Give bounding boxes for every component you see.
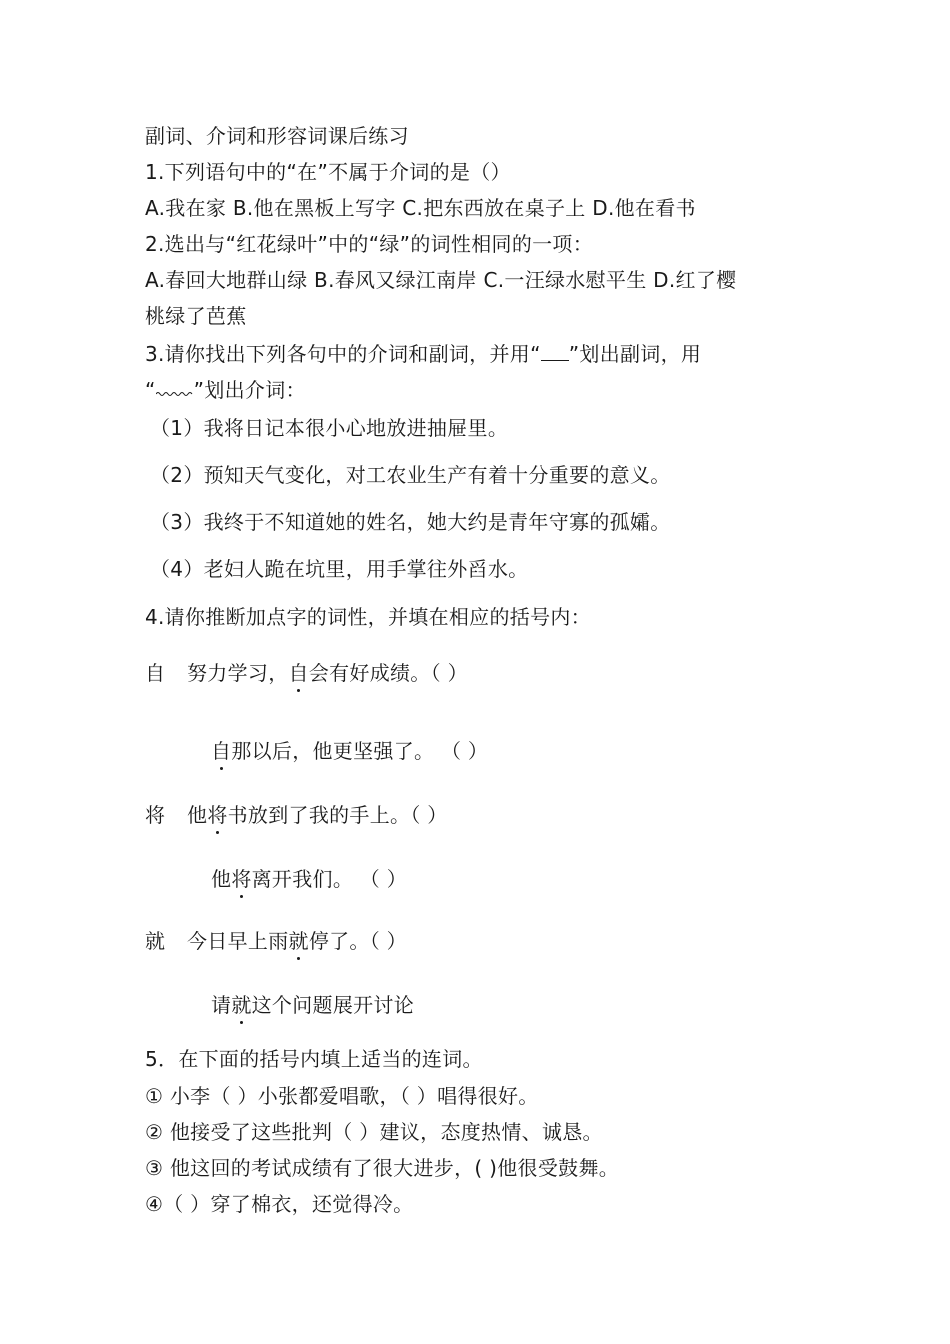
question-3-item-2: （2）预知天气变化，对工农业生产有着十分重要的意义。	[150, 463, 671, 487]
sentence-text: 今日早上雨	[187, 929, 289, 953]
sentence-text: 他	[187, 803, 208, 827]
question-3-item-1: （1）我将日记本很小心地放进抽屉里。	[150, 416, 509, 440]
sentence-text: 他	[211, 867, 232, 891]
question-5-item-3: ③ 他这回的考试成绩有了很大进步，( )他很受鼓舞。	[145, 1156, 620, 1180]
dotted-character: 就	[288, 929, 309, 953]
question-4-word-jiang: 将	[145, 803, 166, 827]
question-3-stem-part-2: ”划出副词，用	[568, 342, 702, 366]
sentence-text: 请	[211, 993, 232, 1017]
sentence-text: 这个问题展开讨论	[251, 993, 415, 1017]
question-5-stem: 5．在下面的括号内填上适当的连词。	[145, 1047, 483, 1071]
question-3-stem-part-1: 3.请你找出下列各句中的介词和副词，并用“	[145, 342, 541, 366]
question-5-item-1: ① 小李（ ）小张都爱唱歌，（ ）唱得很好。	[145, 1084, 539, 1108]
question-3-stem-line-1	[145, 342, 701, 366]
sentence-text: 停了。（ ）	[308, 929, 407, 953]
underline-sample	[541, 342, 569, 361]
sentence-text: 会有好成绩。（ ）	[308, 661, 468, 685]
dotted-character: 将	[207, 803, 228, 827]
sentence-text: 那以后，他更坚强了。 （ ）	[231, 739, 489, 763]
question-2-options-line-2: 桃绿了芭蕉	[145, 304, 247, 328]
question-4-group-jiang-sentence-2	[211, 867, 407, 891]
question-4-group-zi-sentence-2	[211, 739, 488, 763]
document-title: 副词、介词和形容词课后练习	[145, 124, 409, 148]
question-4-word-jiu: 就	[145, 929, 166, 953]
question-3-stem-line-2	[145, 378, 306, 402]
wavy-line-sample	[156, 379, 194, 397]
question-4-group-jiang-sentence-1	[145, 803, 448, 827]
question-1-stem: 1.下列语句中的“在”不属于介词的是（）	[145, 160, 511, 184]
question-3-stem-part-3-close: ”划出介词：	[193, 378, 306, 402]
question-4-group-jiu-sentence-1	[145, 929, 407, 953]
question-4-word-zi: 自	[145, 661, 166, 685]
question-2-options-line-1: A.春回大地群山绿 B.春风又绿江南岸 C.一汪绿水慰平生 D.红了樱	[145, 268, 737, 292]
sentence-text: 努力学习，	[187, 661, 289, 685]
question-5-item-2: ② 他接受了这些批判（ ）建议，态度热情、诚恳。	[145, 1120, 603, 1144]
dotted-character: 自	[211, 739, 232, 763]
question-3-item-3: （3）我终于不知道她的姓名，她大约是青年守寡的孤孀。	[150, 510, 671, 534]
question-2-stem: 2.选出与“红花绿叶”中的“绿”的词性相同的一项：	[145, 232, 594, 256]
dotted-character: 自	[288, 661, 309, 685]
sentence-text: 书放到了我的手上。（ ）	[227, 803, 448, 827]
question-5-item-4: ④（ ）穿了棉衣，还觉得冷。	[145, 1192, 414, 1216]
question-4-group-jiu-sentence-2	[211, 993, 414, 1017]
dotted-character: 将	[231, 867, 252, 891]
question-3-stem-part-3-open: “	[145, 378, 156, 402]
question-4-group-zi-sentence-1	[145, 661, 468, 685]
question-4-stem: 4.请你推断加点字的词性，并填在相应的括号内：	[145, 605, 591, 629]
question-3-item-4: （4）老妇人跪在坑里，用手掌往外舀水。	[150, 557, 529, 581]
question-1-options: A.我在家 B.他在黑板上写字 C.把东西放在桌子上 D.他在看书	[145, 196, 696, 220]
sentence-text: 离开我们。 （ ）	[251, 867, 408, 891]
dotted-character: 就	[231, 993, 252, 1017]
